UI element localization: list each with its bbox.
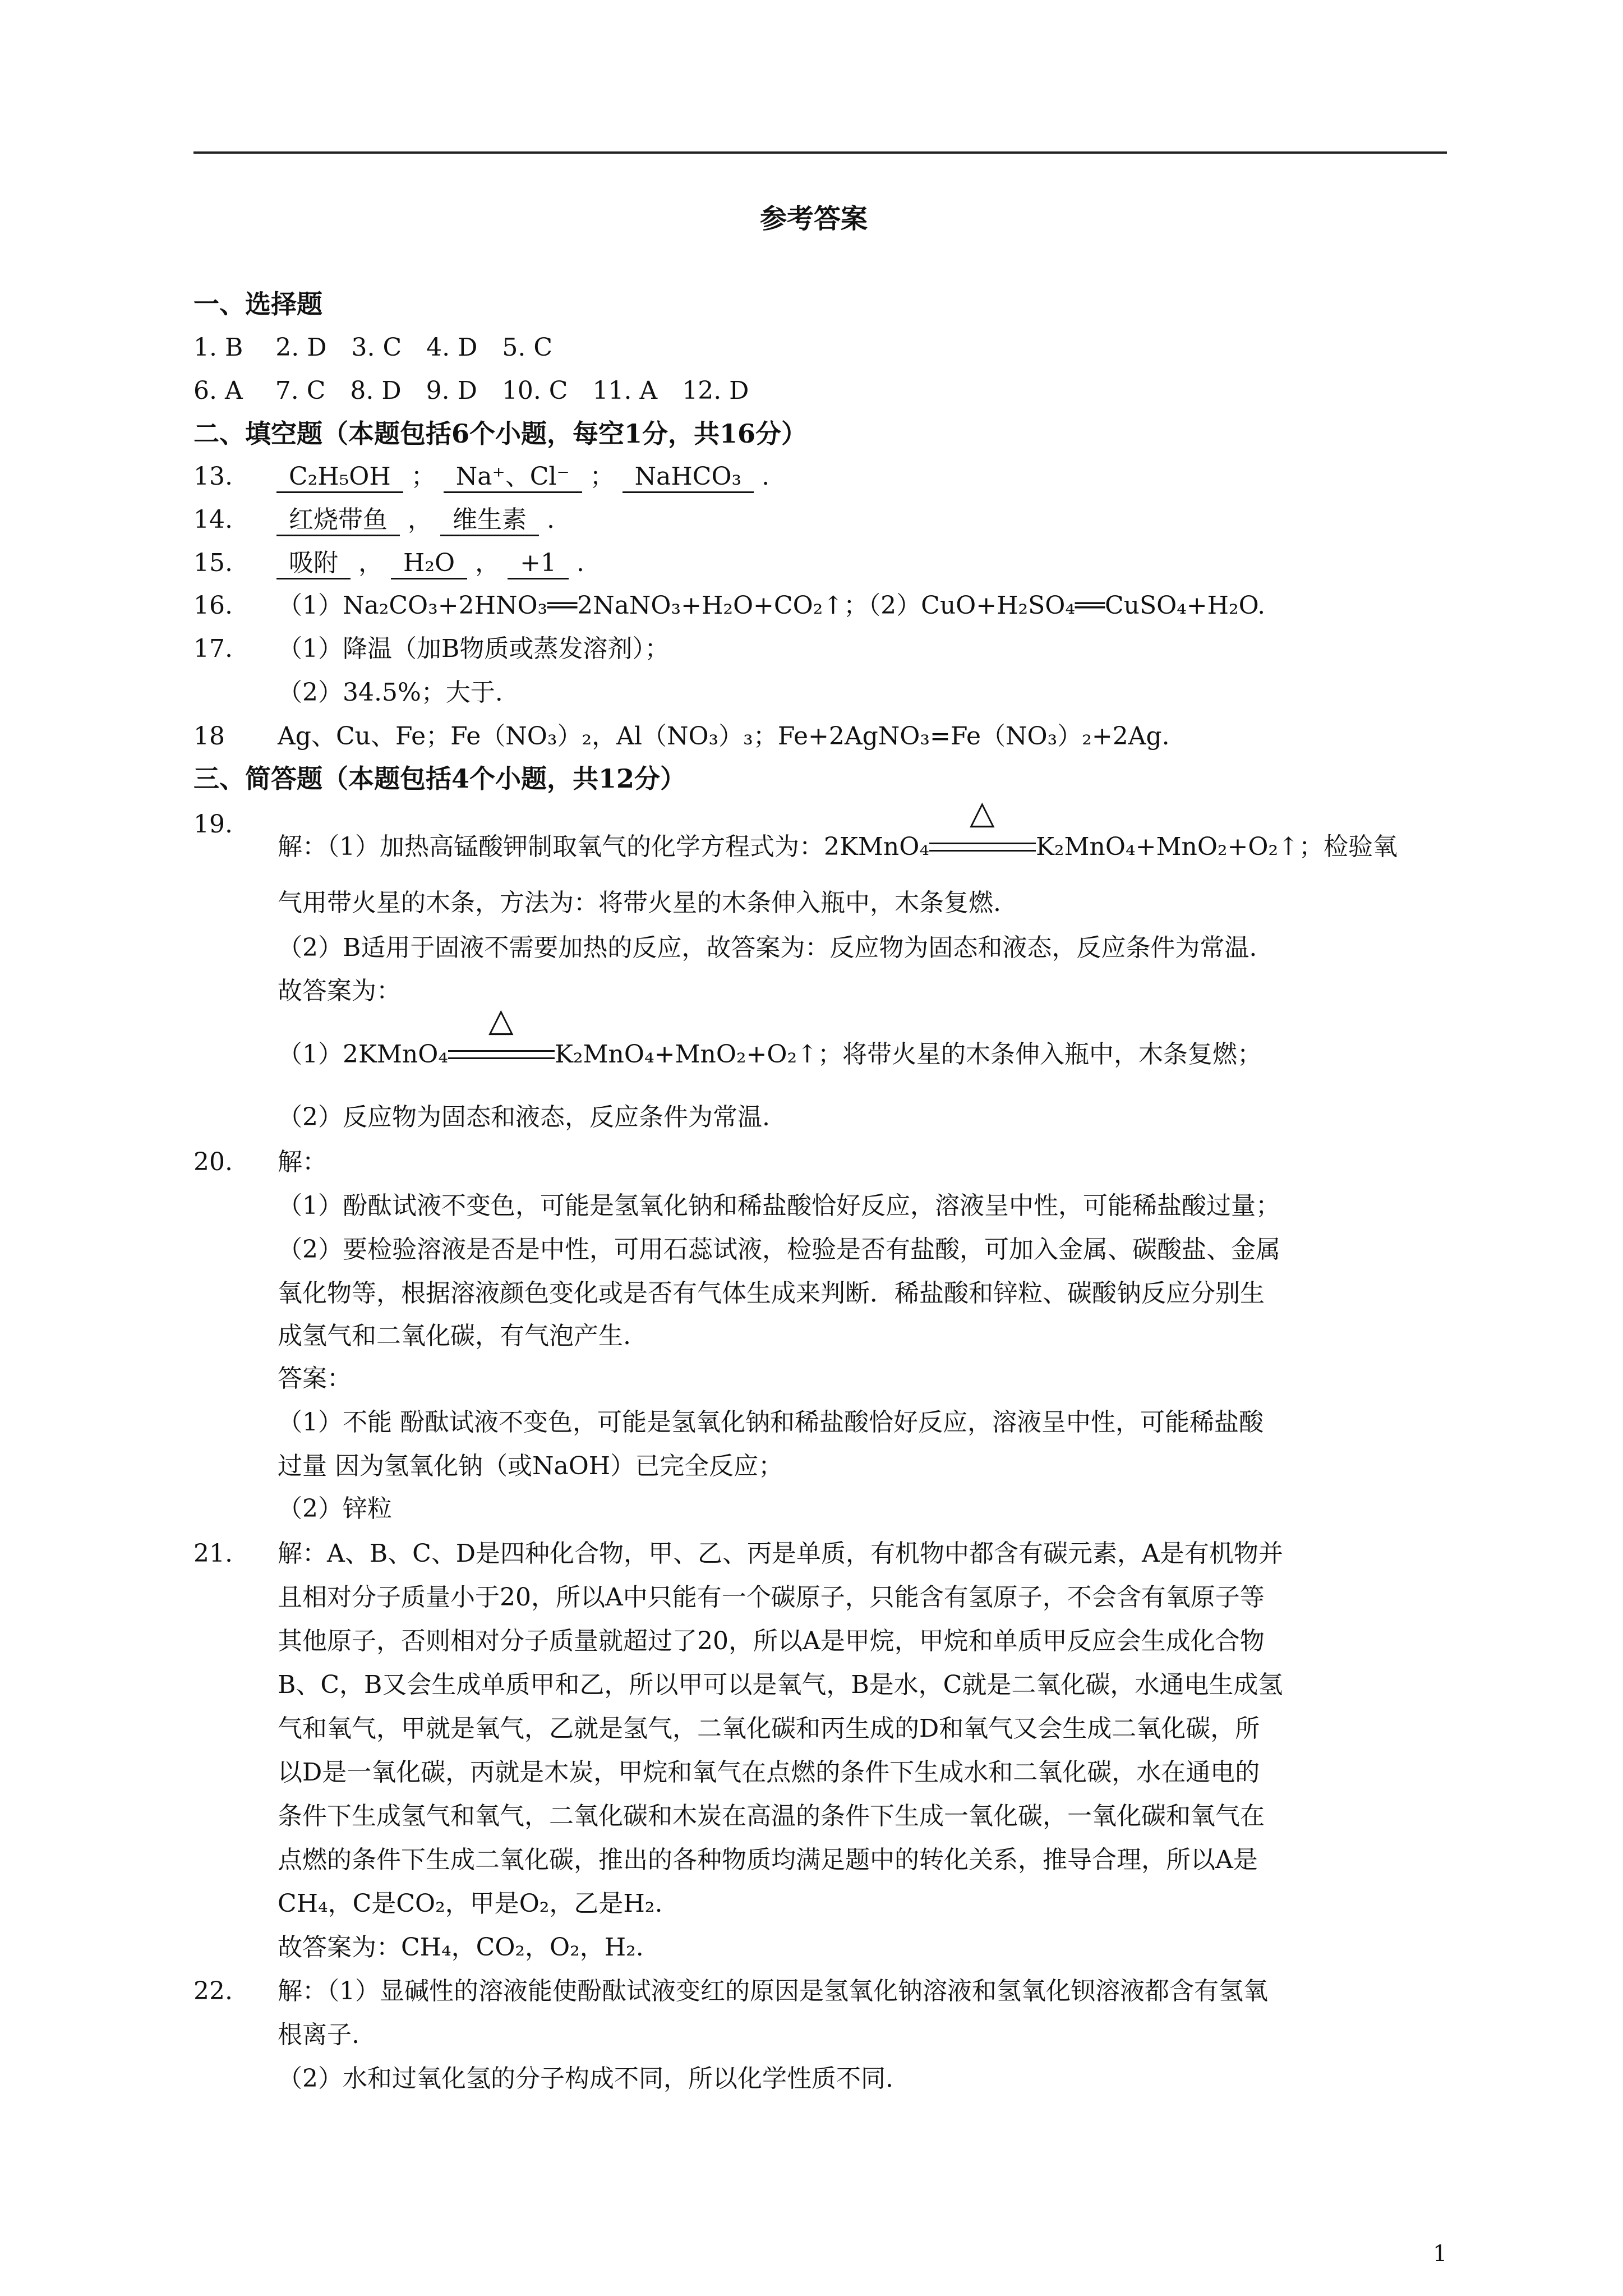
q20-line-6: （1）不能 酚酞试液不变色，可能是氢氧化钠和稀盐酸恰好反应，溶液呈中性，可能稀盐酸 — [278, 1408, 1264, 1437]
q15-blank-1: 吸附 — [276, 549, 351, 579]
q21-line-7: 条件下生成氢气和氧气，二氧化碳和木炭在高温的条件下生成一氧化碳，一氧化碳和氧气在 — [278, 1802, 1265, 1830]
q15-blank-2: H₂O — [391, 549, 467, 579]
q21-line-9: CH₄，C是CO₂，甲是O₂，乙是H₂. — [278, 1889, 663, 1918]
q19-line-5a: （1）2KMnO₄ — [278, 1040, 448, 1069]
mc-row-2: 6. A 7. C 8. D 9. D 10. C 11. A 12. D — [193, 376, 749, 405]
q20-line-2: （2）要检验溶液是否是中性，可用石蕊试液，检验是否有盐酸，可加入金属、碳酸盐、金属 — [278, 1235, 1280, 1264]
q21-line-5: 气和氧气，甲就是氧气，乙就是氢气，二氧化碳和丙生成的D和氧气又会生成二氧化碳，所 — [278, 1714, 1260, 1743]
q15-blank-3: +1 — [508, 549, 569, 579]
q20-line-0: 解： — [278, 1148, 327, 1176]
heat-triangle: △ — [969, 793, 995, 831]
q21-line-1: 解：A、B、C、D是四种化合物，甲、乙、丙是单质，有机物中都含有碳元素，A是有机物并 — [278, 1539, 1283, 1568]
mc-row-1: 1. B 2. D 3. C 4. D 5. C — [193, 333, 553, 362]
q20-line-4: 成氢气和二氧化碳，有气泡产生. — [278, 1322, 631, 1350]
q13-blank-3: NaHCO₃ — [623, 462, 754, 493]
heat-triangle: △ — [488, 1001, 514, 1039]
q20-line-1: （1）酚酞试液不变色，可能是氢氧化钠和稀盐酸恰好反应，溶液呈中性，可能稀盐酸过量； — [278, 1191, 1280, 1220]
q21-line-3: 其他原子，否则相对分子质量就超过了20，所以A是甲烷，甲烷和单质甲反应会生成化合物 — [278, 1627, 1265, 1655]
q22-line-3: （2）水和过氧化氢的分子构成不同，所以化学性质不同. — [278, 2064, 893, 2093]
heating-condition-icon — [448, 1001, 555, 1071]
q20-line-5: 答案： — [278, 1364, 352, 1393]
page-number: 1 — [1433, 2241, 1447, 2267]
q20-line-3: 氧化物等，根据溶液颜色变化或是否有气体生成来判断．稀盐酸和锌粒、碳酸钠反应分别生 — [278, 1279, 1265, 1308]
q21-number: 21. — [193, 1539, 233, 1568]
q21-line-2: 且相对分子质量小于20，所以A中只能有一个碳原子，只能含有氢原子，不会含有氧原子等 — [278, 1583, 1265, 1612]
section-fill: 二、填空题（本题包括6个小题，每空1分，共16分） — [193, 418, 808, 449]
q18-number: 18 — [193, 722, 225, 751]
q19-number: 19. — [193, 810, 233, 839]
q13-number: 13. — [193, 462, 233, 491]
q21-line-10: 故答案为：CH₄，CO₂，O₂，H₂. — [278, 1933, 644, 1962]
q19-line-4: 故答案为： — [278, 977, 401, 1005]
q17-number: 17. — [193, 634, 233, 663]
q13-blank-2: Na⁺、Cl⁻ — [444, 462, 582, 493]
q15-number: 15. — [193, 549, 233, 577]
q19-line-1 — [278, 793, 1398, 864]
section-short: 三、简答题（本题包括4个小题，共12分） — [193, 763, 686, 794]
q13-blank-1: C₂H₅OH — [276, 462, 403, 493]
q17-line-1: （1）降温（加B物质或蒸发溶剂）； — [278, 634, 670, 663]
heating-condition-icon — [929, 793, 1036, 864]
q20-line-8: （2）锌粒 — [278, 1494, 392, 1523]
q19-line-3: （2）B适用于固液不需要加热的反应，故答案为：反应物为固态和液态，反应条件为常温. — [278, 933, 1257, 962]
q14-blank-1: 红烧带鱼 — [276, 505, 400, 536]
q19-line-2: 气用带火星的木条，方法为：将带火星的木条伸入瓶中，木条复燃. — [278, 889, 1001, 917]
q17-line-2: （2）34.5%；大于. — [278, 678, 503, 707]
q19-line-1a: 解：（1）加热高锰酸钾制取氧气的化学方程式为：2KMnO₄ — [278, 832, 929, 861]
q21-line-8: 点燃的条件下生成二氧化碳，推出的各种物质均满足题中的转化关系，推导合理，所以A是 — [278, 1846, 1258, 1874]
q22-number: 22. — [193, 1977, 233, 2005]
q14-blank-2: 维生素 — [440, 505, 539, 536]
section-choice: 一、选择题 — [193, 289, 322, 319]
q19-line-5 — [278, 1001, 1262, 1071]
q22-line-1: 解：（1）显碱性的溶液能使酚酞试液变红的原因是氢氧化钠溶液和氢氧化钡溶液都含有氢氧 — [278, 1977, 1268, 2005]
q21-line-6: 以D是一氧化碳，丙就是木炭，甲烷和氧气在点燃的条件下生成水和二氧化碳，水在通电的 — [278, 1758, 1260, 1787]
q15: 15. 吸附 ， H₂O ， +1 . — [193, 546, 584, 580]
q16-number: 16. — [193, 591, 233, 620]
q20-number: 20. — [193, 1148, 233, 1176]
q20-line-7: 过量 因为氢氧化钠（或NaOH）已完全反应； — [278, 1452, 783, 1480]
q21-line-4: B、C，B又会生成单质甲和乙，所以甲可以是氧气，B是水，C就是二氧化碳，水通电生成氢 — [278, 1671, 1283, 1699]
header-rule — [193, 151, 1447, 154]
q19-line-5b: K₂MnO₄+MnO₂+O₂↑；将带火星的木条伸入瓶中，木条复燃； — [554, 1040, 1262, 1069]
q13: 13. C₂H₅OH ； Na⁺、Cl⁻ ； NaHCO₃ . — [193, 460, 769, 494]
page-title: 参考答案 — [760, 203, 868, 234]
q14: 14. 红烧带鱼 ， 维生素 . — [193, 503, 555, 537]
q14-number: 14. — [193, 505, 233, 534]
q22-line-2: 根离子. — [278, 2021, 359, 2049]
q18-answer: Ag、Cu、Fe；Fe（NO₃）₂，Al（NO₃）₃；Fe+2AgNO₃=Fe（NO₃）₂+2Ag. — [278, 722, 1170, 751]
q19-line-1b: K₂MnO₄+MnO₂+O₂↑；检验氧 — [1035, 832, 1398, 861]
q19-line-6: （2）反应物为固态和液态，反应条件为常温. — [278, 1103, 770, 1131]
q16-answer: （1）Na₂CO₃+2HNO₃══2NaNO₃+H₂O+CO₂↑；（2）CuO+H₂SO₄══CuSO₄+H₂O. — [278, 591, 1266, 620]
